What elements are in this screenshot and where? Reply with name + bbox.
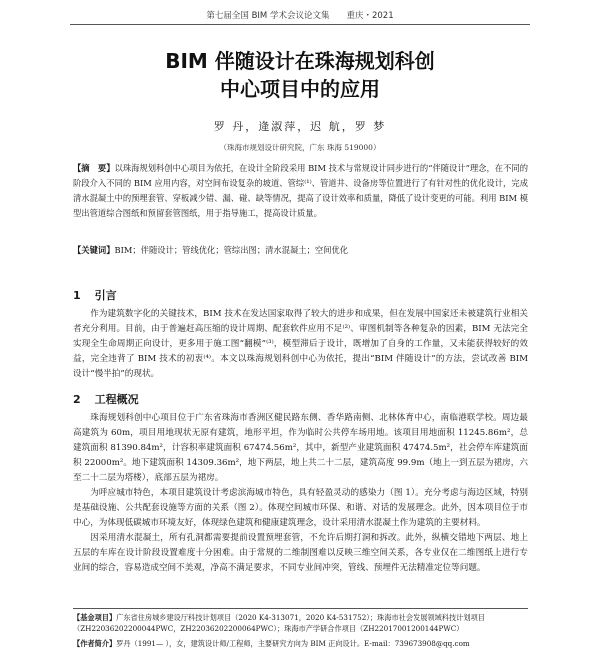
section-title: 引言 (94, 289, 117, 302)
running-head: 第七届全国 BIM 学术会议论文集 重庆・2021 (206, 11, 394, 21)
keywords-label: 【关键词】 (73, 245, 115, 255)
footnote-rule (73, 608, 528, 609)
title-line-2: 中心项目中的应用 (220, 77, 380, 101)
section-heading-2 (73, 391, 139, 407)
section-2-body (73, 411, 528, 576)
section-number: 2 (73, 393, 81, 406)
affiliation: （珠海市规划设计研究院，广东 珠海 519000） (219, 143, 381, 152)
section-heading-1 (73, 287, 117, 303)
section-number: 1 (73, 289, 81, 302)
section-title: 工程概况 (94, 393, 139, 406)
paragraph: 因采用清水混凝土，所有孔洞都需要提前设置预埋套管，不允许后期打洞和拆改。此外，纵横交错地下两层、地上五层的车库在设计阶段设置难度十分困难。由于常规的二维制图难以反映三维空间关系，各专业仅在二维图纸上进行专业间的综合，容易造成空间不美观，净高不满足要求，不同专业间冲突，管线、预埋件无法精准定位等问题。 (73, 533, 528, 573)
footnote-label: 【作者简介】 (73, 639, 117, 648)
paragraph: 作为建筑数字化的关键技术，BIM 技术在发达国家取得了较大的进步和成果，但在发展中国家还未被建筑行业相关者充分利用。目前，由于普遍赶高压缩的设计周期、配套软件应用不足⁽²⁾、审图机制等各种复杂的因素，BIM 无法完全实现全生命周期正向设计，更多用于施工图“翻模”⁽³⁾，模型滞后于设计，既增加了自身的工作量，又未能获得较好的效益，完全违背了 BIM 技术的初衷⁽⁴⁾。本文以珠海规划科创中心为依托，提出“BIM 伴随设计”的方法，尝试改善 BIM 设计“慢半拍”的现状。 (73, 309, 528, 379)
paragraph: 珠海规划科创中心项目位于广东省珠海市香洲区健民路东侧、香华路南侧、北林体育中心，南临港联学校。周边最高建筑为 60m，项目用地现状无原有建筑，地形平坦，作为临时公共停车场用地。该项目用地面积 11245.86m²，总建筑面积 81390.84m²，计容积率建筑面积 67474.56m²，其中，新型产业建筑面积 47474.5m²，社会停车库建筑面积 22000m²。地下建筑面积 14309.36m²，地下两层，地上共二十二层，建筑高度 99.9m（地上一到五层为裙房，六至二十二层为塔楼），底部五层为裙房。 (73, 413, 528, 483)
section-1-body (73, 307, 528, 382)
title-line-1: BIM 伴随设计在珠海规划科创 (165, 49, 435, 73)
footnote-funding (73, 612, 528, 634)
footnote-text: 广东省住房城乡建设厅科技计划项目（2020 K4-313071，2020 K4-531752）；珠海市社会发展领域科技计划项目（ZH22036202200044PWC，ZH22036202200064PWC）；珠海市产学研合作项目（ZH22017001200144PWC） (73, 613, 485, 633)
author-list: 罗 丹，逄淑萍，迟 航，罗 梦 (213, 120, 387, 133)
footnote-text: 罗丹（1991— ），女，建筑设计师/工程师，主要研究方向为 BIM 正向设计。E-mail：739673908@qq.com (116, 639, 470, 648)
abstract-label: 【摘 要】 (73, 163, 115, 173)
keywords (73, 243, 528, 257)
abstract-text: 以珠海规划科创中心项目为依托，在设计全阶段采用 BIM 技术与常规设计同步进行的“伴随设计”理念，在不同的阶段介入不同的 BIM 应用内容，对空间布设复杂的坡道、管综⁽¹⁾、管道井、设备房等位置进行了有针对性的优化设计，完成清水混凝土中的预埋套管、穿板减少错、漏、碰、缺等情况，提高了设计效率和质量，降低了设计变更的可能。利用 BIM 模型出管道综合图纸和预留套管图纸，用于指导施工，提高设计质量。 (73, 163, 528, 218)
header-rule (70, 24, 530, 25)
paragraph: 为呼应城市特色，本项目建筑设计考虑滨海城市特色，具有轻盈灵动的感染力（图 1）。充分考虑与海边区域，特别是基础设施、公共配套设施等方面的关系（图 2）。体现空间城市环保、和谐、对话的发展理念。此外，因本项目位于市中心，为体现低碳城市环境友好，体现绿色建筑和健康建筑理念，设计采用清水混凝土作为建筑的主要材料。 (73, 488, 528, 528)
footnote-author (73, 638, 528, 649)
footnote-label: 【基金项目】 (73, 613, 117, 622)
paper-title (60, 47, 540, 103)
abstract (73, 161, 528, 221)
keywords-text: BIM；伴随设计；管线优化；管综出图；清水混凝土；空间优化 (114, 245, 349, 255)
